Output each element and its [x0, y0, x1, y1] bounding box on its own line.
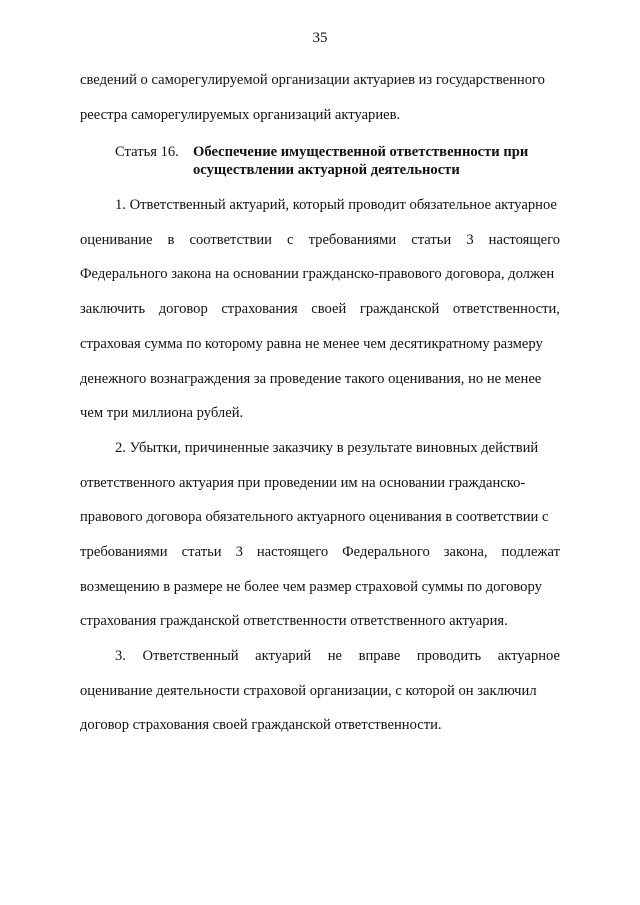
p1-word: гражданской: [359, 301, 440, 317]
p2-word: требованиями: [80, 544, 168, 560]
intro-line-1: [80, 71, 560, 89]
p2-word: 3: [235, 544, 243, 560]
p1-line-7: чем три миллиона рублей.: [80, 405, 244, 421]
p1-word: заключить: [80, 301, 146, 317]
p1-word: ответственности,: [452, 301, 560, 317]
p1-word: в: [167, 232, 175, 248]
p2-line-6: страхования гражданской ответственности ответственного актуария.: [80, 613, 508, 629]
p1-word: соответствии: [189, 232, 272, 248]
p1-word: договор: [158, 301, 208, 317]
p2-line-2: ответственного актуария при проведении им на основании гражданско-: [80, 475, 526, 491]
p2-word: Федерального: [342, 544, 430, 560]
p3-line-1: [115, 647, 560, 665]
p1-line-5: страховая сумма по которому равна не менее чем десятикратному размеру: [80, 336, 543, 352]
p1-line-1: 1. Ответственный актуарий, который проводит обязательное актуарное: [115, 197, 557, 213]
p1-word: настоящего: [488, 232, 560, 248]
p3-line-3: договор страхования своей гражданской ответственности.: [80, 717, 442, 733]
p3-word: Ответственный: [142, 648, 239, 664]
p2-word: статьи: [181, 544, 222, 560]
p1-word: оценивание: [80, 232, 153, 248]
article-title-line-1: Обеспечение имущественной ответственности при: [193, 144, 529, 160]
p3-word: вправе: [358, 648, 401, 664]
p2-word: подлежат: [501, 544, 560, 560]
article-title-line-2: осуществлении актуарной деятельности: [193, 162, 460, 178]
p1-line-6: денежного вознаграждения за проведение такого оценивания, но не менее: [80, 371, 542, 387]
article-label: Статья 16.: [115, 144, 179, 160]
p1-word: статьи: [411, 232, 452, 248]
p1-line-4: [80, 300, 560, 318]
p1-word: своей: [311, 301, 347, 317]
p2-word: настоящего: [256, 544, 329, 560]
p1-word: 3: [466, 232, 474, 248]
p1-word: требованиями: [308, 232, 397, 248]
p3-word: проводить: [416, 648, 482, 664]
page-number: 35: [312, 30, 328, 46]
p1-word: страхования: [221, 301, 298, 317]
intro-line-2: реестра саморегулируемых организаций актуариев.: [80, 107, 401, 123]
p3-word: 3.: [115, 648, 126, 664]
p3-line-2: оценивание деятельности страховой организации, с которой он заключил: [80, 683, 537, 699]
p1-word: с: [287, 232, 294, 248]
p2-line-5: возмещению в размере не более чем размер страховой суммы по договору: [80, 579, 542, 595]
p2-line-4: [80, 543, 560, 561]
p2-line-1: 2. Убытки, причиненные заказчику в результате виновных действий: [115, 440, 539, 456]
p3-word: актуарий: [255, 648, 312, 664]
p1-line-3: Федерального закона на основании гражданско-правового договора, должен: [80, 266, 555, 282]
p2-line-3: правового договора обязательного актуарного оценивания в соответствии с: [80, 509, 549, 525]
p1-line-2: [80, 231, 560, 249]
p3-word: не: [327, 648, 343, 664]
intro-line-1-text: сведений о саморегулируемой организации актуариев из государственного: [80, 72, 545, 88]
p2-word: закона,: [443, 544, 488, 560]
p3-word: актуарное: [497, 648, 560, 664]
